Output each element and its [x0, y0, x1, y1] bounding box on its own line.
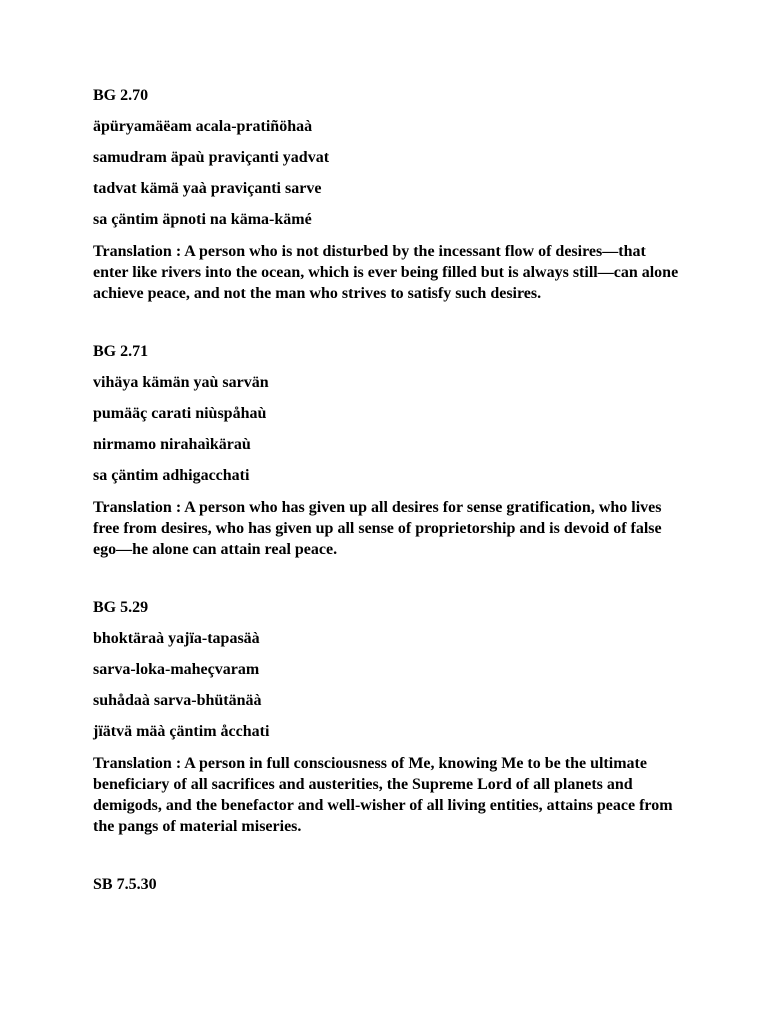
verse-translation: Translation : A person in full consciousness of Me, knowing Me to be the ultimate beneficiary of all sacrifices and austerities, the Supreme Lord of all planets and demigods, and the benefactor and well-wisher of all living entities, attains peace from the pangs of material miseries.: [93, 755, 673, 835]
verse-line: jïätvä mäà çäntim åcchati: [93, 723, 270, 740]
verse-block-sb-7-5-30: [93, 875, 683, 895]
verse-block-bg-2-71: [93, 342, 683, 560]
verse-line: sa çäntim adhigacchati: [93, 467, 250, 484]
verse-line: suhådaà sarva-bhütänäà: [93, 692, 262, 709]
verse-line: vihäya kämän yaù sarvän: [93, 374, 269, 391]
verse-reference: BG 5.29: [93, 599, 149, 616]
verse-reference: BG 2.71: [93, 343, 149, 360]
verse-line: bhoktäraà yajïa-tapasäà: [93, 630, 260, 647]
verse-line: äpüryamäëam acala-pratiñöhaà: [93, 118, 313, 135]
verse-line: sarva-loka-maheçvaram: [93, 661, 260, 678]
verse-line: samudram äpaù praviçanti yadvat: [93, 149, 330, 166]
verse-line: nirmamo nirahaìkäraù: [93, 436, 251, 453]
verse-block-bg-2-70: [93, 86, 683, 304]
verse-block-bg-5-29: [93, 598, 683, 837]
verse-line: tadvat kämä yaà praviçanti sarve: [93, 180, 322, 197]
document-page: [93, 86, 683, 906]
verse-reference: BG 2.70: [93, 87, 149, 104]
verse-reference: SB 7.5.30: [93, 876, 157, 893]
verse-translation: Translation : A person who is not disturbed by the incessant flow of desires—that enter like rivers into the ocean, which is ever being filled but is always still—can alone achieve peace, and not the man who strives to satisfy such desires.: [93, 243, 679, 302]
verse-translation: Translation : A person who has given up all desires for sense gratification, who lives free from desires, who has given up all sense of proprietorship and is devoid of false ego—he alone can attain real peace.: [93, 499, 662, 558]
verse-line: sa çäntim äpnoti na käma-kämé: [93, 211, 312, 228]
verse-line: pumääç carati niùspåhaù: [93, 405, 267, 422]
